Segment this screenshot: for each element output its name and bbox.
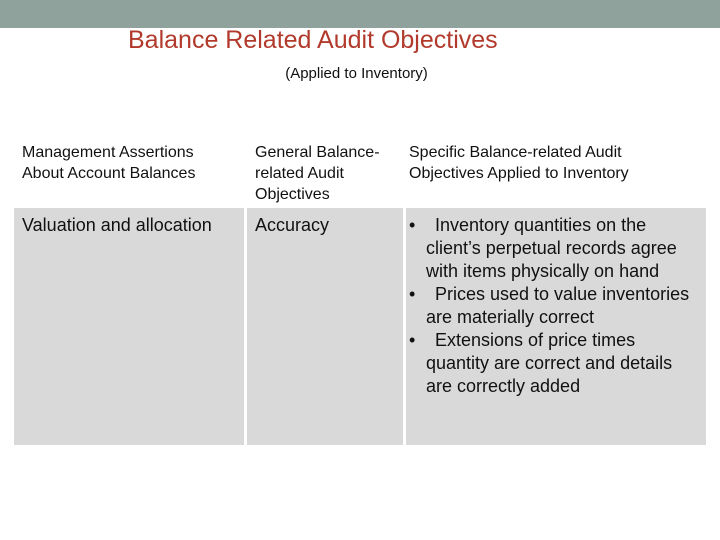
slide-title: Balance Related Audit Objectives <box>128 26 498 54</box>
list-item-text: • Inventory quantities on the client’s perpetual records agree with items physically on hand <box>426 215 677 281</box>
audit-objectives-table <box>14 136 706 445</box>
list-item-text: • Prices used to value inventories are materially correct <box>426 284 690 327</box>
list-item-text: • Extensions of price times quantity are correct and details are correctly added <box>426 330 673 396</box>
column-header-assertions: Management Assertions About Account Balances <box>22 144 196 182</box>
table-header-row <box>14 136 706 208</box>
assertion-cell: Valuation and allocation <box>14 208 244 445</box>
column-header-specific-objectives: Specific Balance-related Audit Objectives Applied to Inventory <box>409 144 629 182</box>
top-banner <box>0 0 720 28</box>
specific-objectives-list <box>409 214 698 398</box>
general-objective-cell: Accuracy <box>247 208 403 445</box>
column-header-general-objectives: General Balance-related Audit Objectives <box>255 144 380 203</box>
slide-subtitle: (Applied to Inventory) <box>285 65 428 82</box>
table-row <box>14 208 706 445</box>
list-item <box>409 329 698 398</box>
list-item <box>409 283 698 329</box>
list-item <box>409 214 698 283</box>
specific-objectives-cell <box>406 208 706 445</box>
